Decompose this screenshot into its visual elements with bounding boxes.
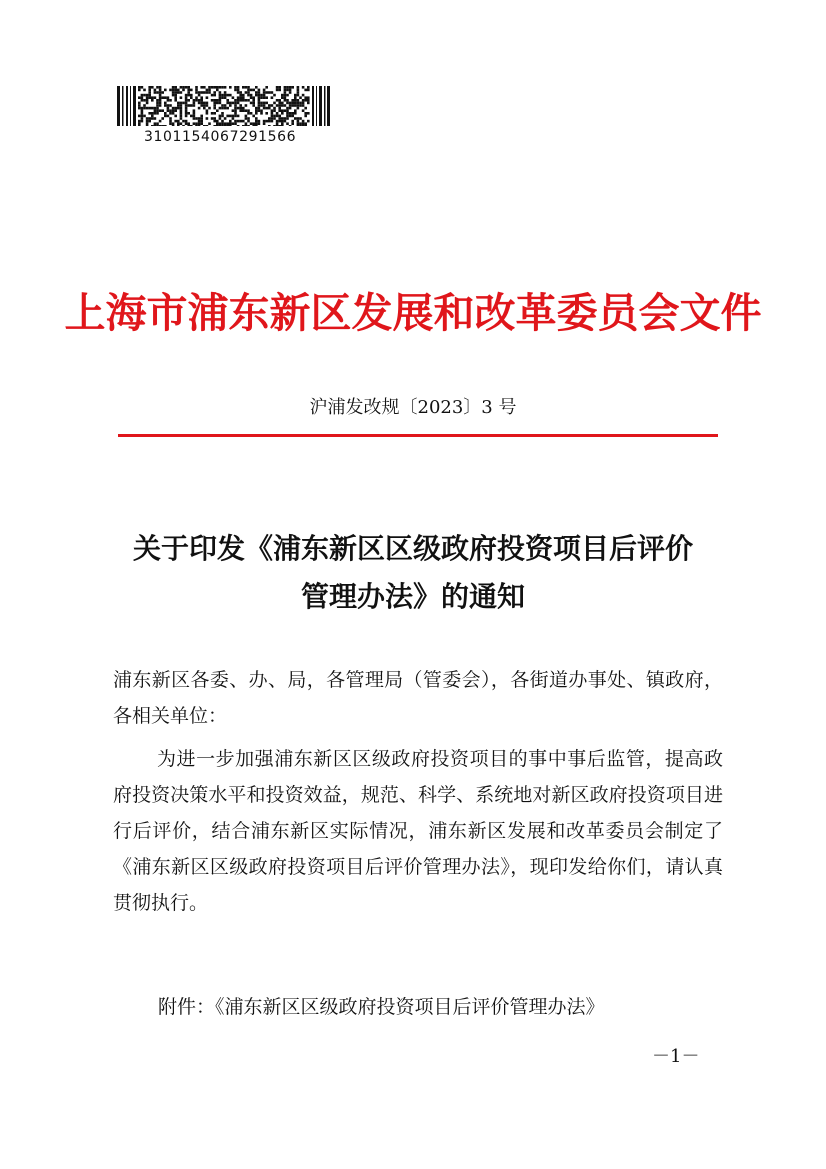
notice-title-line-1: 关于印发《浦东新区区级政府投资项目后评价	[132, 532, 693, 565]
barcode-graphic	[117, 86, 330, 126]
document-number: 沪浦发改规〔2023〕3 号	[309, 397, 517, 418]
attachment-line: 附件：《浦东新区区级政府投资项目后评价管理办法》	[158, 996, 605, 1018]
salutation: 浦东新区各委、办、局，各管理局（管委会），各街道办事处、镇政府，各相关单位：	[113, 669, 723, 727]
barcode-number: 3101154067291566	[144, 129, 297, 145]
page-number: －1－	[652, 1046, 700, 1067]
notice-title-line-2: 管理办法》的通知	[300, 580, 525, 613]
barcode-image	[117, 86, 330, 126]
body-paragraph: 为进一步加强浦东新区区级政府投资项目的事中事后监管，提高政府投资决策水平和投资效益，规范、科学、系统地对新区政府投资项目进行后评价，结合浦东新区实际情况，浦东新区发展和改革委员会制定了《浦东新区区级政府投资项目后评价管理办法》，现印发给你们，请认真贯彻执行。	[113, 748, 723, 914]
masthead-title: 上海市浦东新区发展和改革委员会文件	[64, 289, 762, 337]
red-divider-line	[118, 434, 718, 437]
notice-title	[100, 525, 726, 621]
